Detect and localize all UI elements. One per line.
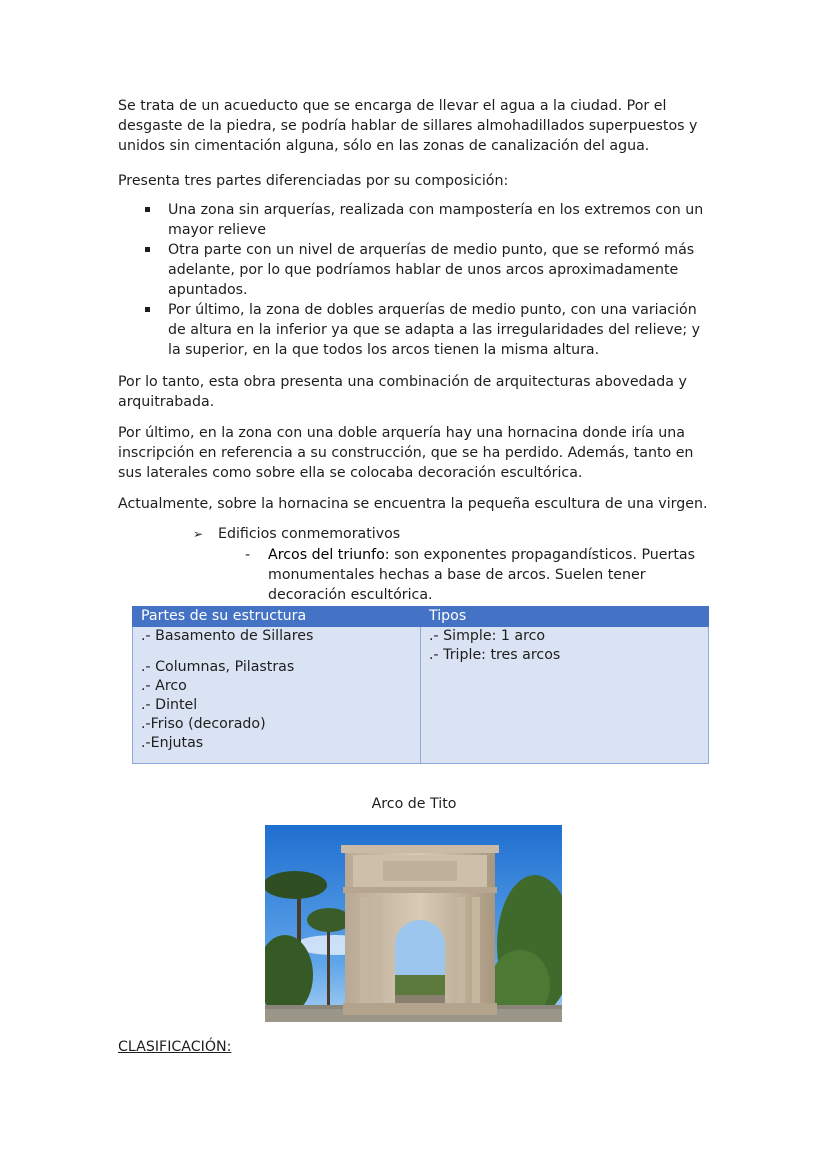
dash-item-content: [268, 545, 705, 605]
table-cell-line: .- Columnas, Pilastras: [141, 659, 295, 675]
clasificacion-heading: CLASIFICACIÓN:: [118, 1039, 232, 1055]
list-item-text: Otra parte con un nivel de arquerías de medio punto, que se reformó más adelante, por lo que podríamos hablar de unos arcos aproximadamente apuntados.: [168, 242, 695, 298]
paragraph-virgin-sculpture: Actualmente, sobre la hornacina se encuentra la pequeña escultura de una virgen.: [118, 496, 708, 512]
table-cell-line: .- Simple: 1 arco: [429, 628, 546, 644]
structure-types-table: [132, 606, 709, 764]
table-cell-line: .- Triple: tres arcos: [429, 647, 561, 663]
paragraph-three-parts-intro: Presenta tres partes diferenciadas por su composición:: [118, 173, 509, 189]
table-header-types: Tipos: [421, 607, 709, 627]
list-item: [145, 200, 715, 240]
list-item-text: Por último, la zona de dobles arquerías de medio punto, con una variación de altura en la inferior ya que se adapta a las irregularidades del relieve; y la superior, en la que todos los arcos tienen la misma altura.: [168, 302, 701, 358]
square-bullet-icon: [145, 207, 150, 212]
list-item: [145, 300, 715, 360]
square-bullet-icon: [145, 307, 150, 312]
arcos-triunfo-term: Arcos del triunfo:: [268, 547, 390, 563]
list-item-text: Una zona sin arquerías, realizada con mampostería en los extremos con un mayor relieve: [168, 202, 704, 238]
list-item: [145, 240, 715, 300]
table-cell-parts: [133, 627, 421, 764]
arrow-item-text: Edificios conmemorativos: [218, 526, 401, 542]
table-cell-types: [421, 627, 709, 764]
table-cell-line: .- Dintel: [141, 697, 198, 713]
table-cell-line: .- Basamento de Sillares: [141, 628, 314, 644]
dash-bullet-icon: -: [245, 547, 251, 563]
square-bullet-icon: [145, 247, 150, 252]
arcos-triunfo-description: son exponentes propagandísticos. Puertas monumentales hechas a base de arcos. Suelen tener decoración escultórica.: [268, 547, 695, 603]
table-row: [133, 627, 709, 764]
arch-of-titus-photo: [265, 825, 562, 1022]
arrow-bullet-icon: ➢: [193, 527, 204, 541]
paragraph-aqueduct-description: Se trata de un acueducto que se encarga de llevar el agua a la ciudad. Por el desgaste de la piedra, se podría hablar de sillares almohadillados superpuestos y unidos sin cimentación alguna, sólo en las zonas de canalización del agua.: [118, 98, 698, 154]
bullet-list-parts: [145, 200, 715, 360]
table-cell-line: .- Arco: [141, 678, 187, 694]
table-cell-line: .-Enjutas: [141, 735, 204, 751]
table-header-parts: Partes de su estructura: [133, 607, 421, 627]
table-header-row: [133, 607, 709, 627]
arrow-list-item: [193, 524, 400, 544]
table-cell-line: .-Friso (decorado): [141, 716, 266, 732]
figure-caption: Arco de Tito: [371, 796, 457, 812]
paragraph-architecture-combination: Por lo tanto, esta obra presenta una combinación de arquitecturas abovedada y arquitrabada.: [118, 374, 687, 410]
dash-list-item: [245, 545, 705, 605]
paragraph-hornacina: Por último, en la zona con una doble arquería hay una hornacina donde iría una inscripción en referencia a su construcción, que se ha perdido. Además, tanto en sus laterales como sobre ella se colocaba decoración escultórica.: [118, 425, 694, 481]
